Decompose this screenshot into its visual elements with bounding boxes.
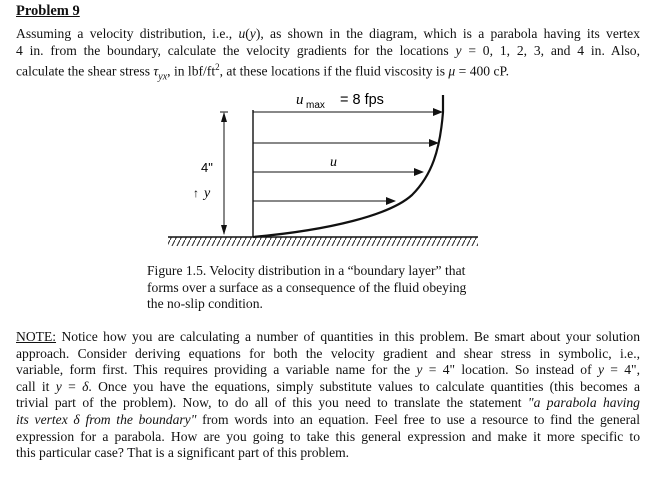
- statement-line-1: Assuming a velocity distribution, i.e., u(y), as shown in the diagram, which is a parabola having its vertex: [16, 26, 641, 41]
- statement-line-2: 4 in. from the boundary, calculate the velocity gradients for the locations y = 0, 1, 2, 3, and 4 in. Also,: [16, 42, 640, 58]
- note-label: NOTE:: [16, 329, 57, 344]
- height-label: 4": [201, 160, 213, 175]
- y-axis-arrow: ↑: [193, 186, 199, 200]
- problem-title: Problem 9: [16, 3, 80, 19]
- note-paragraph: NOTE: Notice how you are calculating a number of quantities in this problem. Be smart about your solution approach. Consider deriving equations for both the velocity gradient and shear stress in symbolic, i.e., variable, form first. This requires providing a variable name for the y = 4" location. So instead of y = 4", call it y = δ. Once you have the equations, simply substitute values to calculate quantities (this becomes a trivial part of the problem). Now, to do all of this you need to translate the statement "a parabola having its vertex δ from the boundary" from words into an equation. Feel free to use a resource to find the general expression for a parabola. How are you going to take this general expression and make it more specific to this particular case? That is a significant part of this problem.: [16, 329, 640, 461]
- height-dim-top-arrow: [221, 112, 227, 122]
- figure-caption: Figure 1.5. Velocity distribution in a “boundary layer” that forms over a surface as a consequence of the fluid obeying the no-slip condition.: [147, 263, 467, 311]
- velocity-profile-curve: [253, 95, 443, 237]
- height-dim-bottom-arrow: [221, 225, 227, 235]
- umax-subscript: max: [306, 100, 325, 111]
- umax-symbol: u: [296, 92, 304, 108]
- y-axis-label: y: [204, 186, 211, 201]
- umax-value: = 8 fps: [340, 92, 384, 108]
- ground-hatching: [168, 237, 478, 246]
- velocity-label-u: u: [330, 155, 337, 170]
- statement-line-3: calculate the shear stress $\tau_{yx}$, in lbf/$ft^2$, at these locations if the fluid viscosity is μ = 400 cP.: [16, 62, 509, 83]
